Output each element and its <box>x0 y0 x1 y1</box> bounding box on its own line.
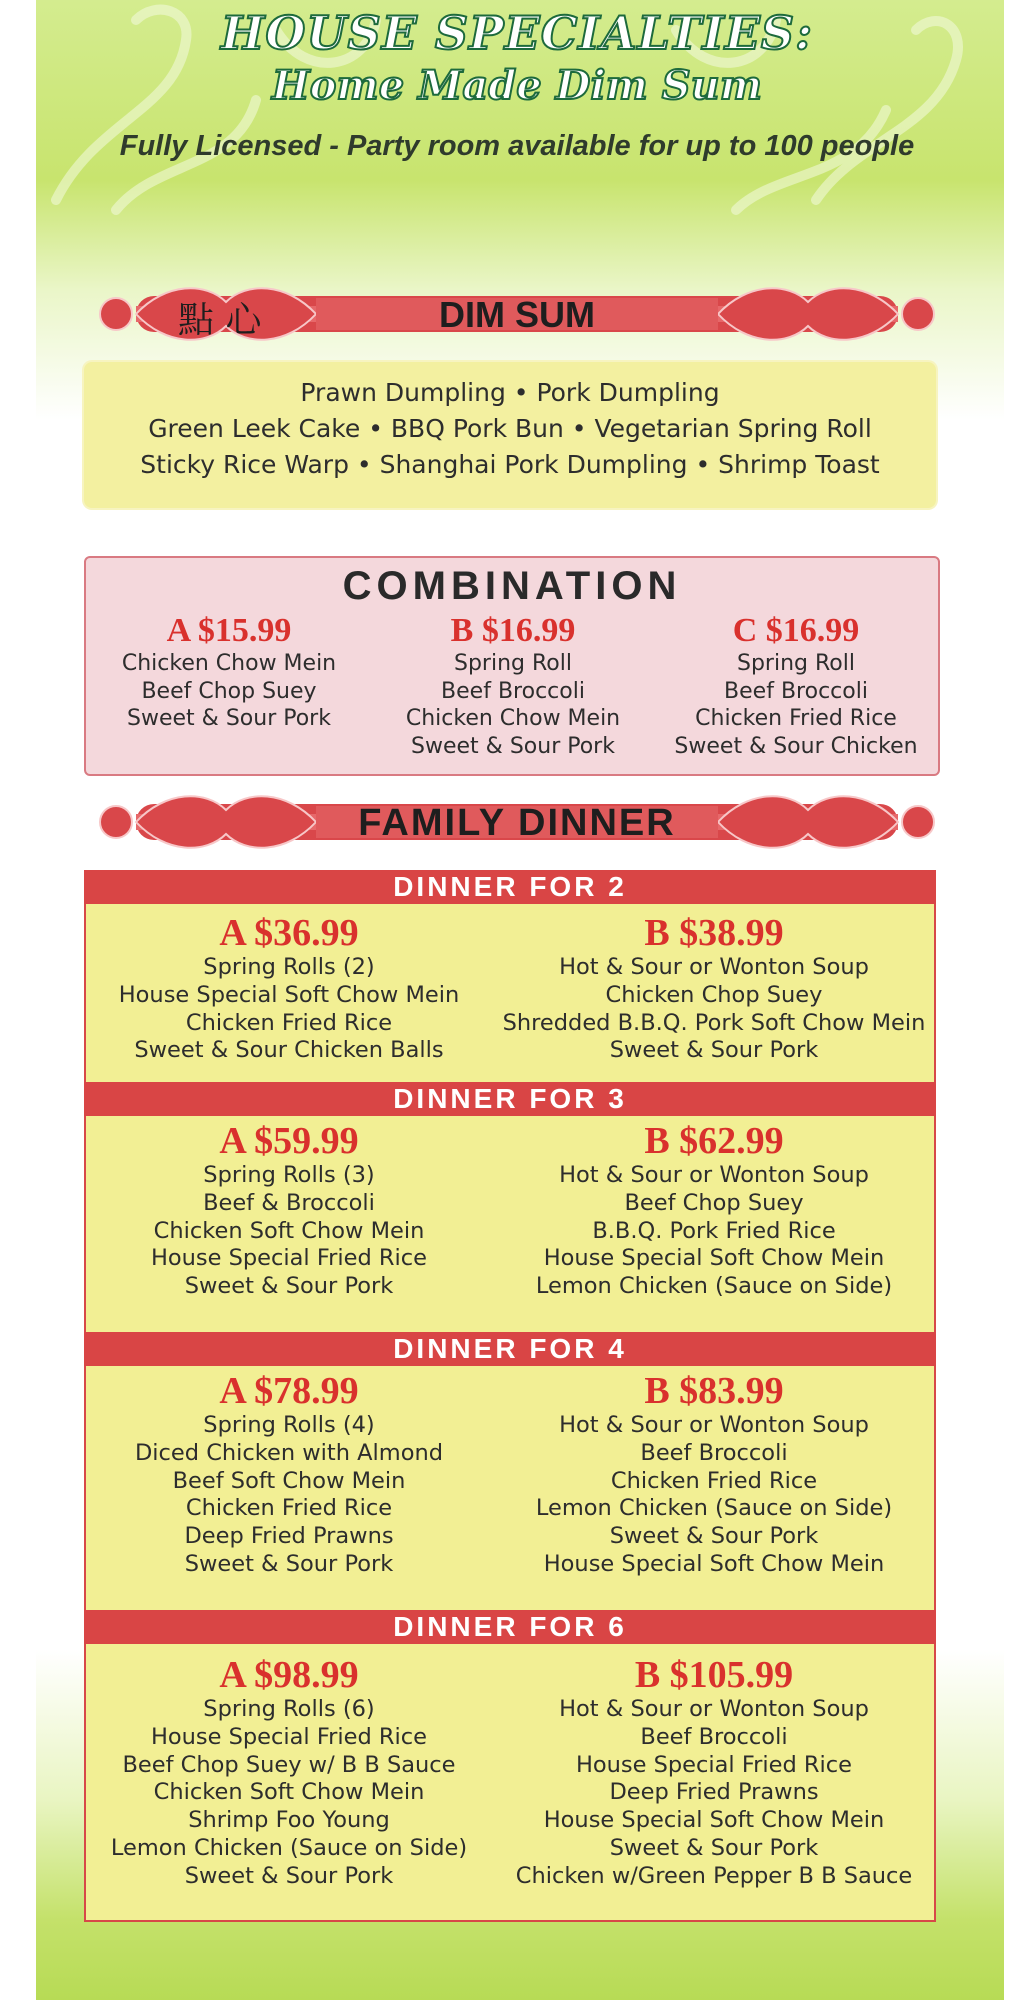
dinner-item: B.B.Q. Pork Fried Rice <box>592 1217 836 1244</box>
dinner-item: Hot & Sour or Wonton Soup <box>559 1162 869 1188</box>
dinner-item: Hot & Sour or Wonton Soup <box>559 1696 869 1722</box>
page-title: HOUSE SPECIALTIES: <box>220 6 814 60</box>
dinner-price: B $38.99 <box>644 912 784 954</box>
combo-item: Sweet & Sour Pork <box>411 733 615 759</box>
dinner-2-option-b <box>492 912 936 1065</box>
dinner-item: House Special Soft Chow Mein <box>543 1550 885 1577</box>
dinner-item: House Special Fried Rice <box>575 1751 853 1778</box>
dinner-3-option-a <box>86 1120 492 1301</box>
dim-sum-title: DIM SUM <box>439 294 595 335</box>
dinner-item: Diced Chicken with Almond <box>134 1439 444 1466</box>
dinner-item: Sweet & Sour Pork <box>184 1862 394 1889</box>
dinner-2-option-a <box>86 912 492 1065</box>
dinner-item: Spring Rolls (3) <box>203 1162 375 1188</box>
dinner-item: Sweet & Sour Pork <box>609 1834 819 1861</box>
dinner-item: Chicken Fried Rice <box>610 1467 818 1494</box>
dinner-item: Spring Rolls (4) <box>203 1412 375 1438</box>
combo-item: Sweet & Sour Pork <box>127 706 331 731</box>
dinner-item: Beef & Broccoli <box>203 1189 375 1216</box>
dim-sum-line: Prawn Dumpling • Pork Dumpling <box>300 378 720 407</box>
dinner-item: Chicken Soft Chow Mein <box>153 1217 425 1244</box>
dinner-6-option-b <box>492 1654 936 1891</box>
dinner-price: A $36.99 <box>219 912 359 954</box>
dinner-item: Beef Chop Suey <box>624 1189 804 1216</box>
combo-option-a <box>86 612 372 733</box>
dinner-item: House Special Soft Chow Mein <box>543 1245 885 1272</box>
dinner-item: Lemon Chicken (Sauce on Side) <box>535 1495 893 1522</box>
combo-item: Beef Broccoli <box>441 678 585 704</box>
dinner-item: Beef Soft Chow Mein <box>172 1467 406 1494</box>
dinner-item: Chicken Fried Rice <box>185 1009 393 1036</box>
dinner-item: Chicken Soft Chow Mein <box>153 1779 425 1806</box>
dinner-for-2-heading: DINNER FOR 2 <box>84 870 936 904</box>
dinner-price: A $98.99 <box>219 1654 359 1696</box>
dinner-item: Lemon Chicken (Sauce on Side) <box>110 1834 468 1861</box>
dinner-for-4-heading: DINNER FOR 4 <box>84 1332 936 1366</box>
combination-section <box>84 556 940 776</box>
tagline: Fully Licensed - Party room available for up to 100 people <box>119 130 915 162</box>
dinner-item: Sweet & Sour Pork <box>609 1523 819 1550</box>
combo-item: Spring Roll <box>454 651 572 676</box>
dinner-item: House Special Fried Rice <box>150 1245 428 1272</box>
dinner-item: Chicken w/Green Pepper B B Sauce <box>515 1862 913 1889</box>
dinner-price: B $83.99 <box>644 1370 784 1412</box>
dinner-item: Deep Fried Prawns <box>609 1779 819 1806</box>
dinner-4-option-b <box>492 1370 936 1579</box>
dinner-item: Sweet & Sour Pork <box>609 1037 819 1064</box>
family-dinner-ribbon <box>96 790 938 854</box>
combo-item: Chicken Chow Mein <box>405 706 621 731</box>
dinner-item: Lemon Chicken (Sauce on Side) <box>535 1273 893 1300</box>
page-subtitle: Home Made Dim Sum <box>271 62 763 109</box>
dim-sum-line: Sticky Rice Warp • Shanghai Pork Dumpling • Shrimp Toast <box>140 450 880 479</box>
dinner-for-3-heading: DINNER FOR 3 <box>84 1082 936 1116</box>
dinner-item: Beef Broccoli <box>640 1439 788 1466</box>
combination-title: COMBINATION <box>342 564 682 608</box>
dinner-for-6-heading: DINNER FOR 6 <box>84 1610 936 1644</box>
combo-price: C $16.99 <box>732 612 860 649</box>
dinner-price: A $59.99 <box>219 1120 359 1162</box>
dinner-item: Shrimp Foo Young <box>188 1807 390 1834</box>
dinner-item: Beef Broccoli <box>640 1723 788 1750</box>
dinner-price: B $62.99 <box>644 1120 784 1162</box>
dinner-item: Sweet & Sour Pork <box>184 1273 394 1300</box>
dinner-6-option-a <box>86 1654 492 1891</box>
dim-sum-chinese-label: 點 心 <box>178 300 262 341</box>
dinner-item: Hot & Sour or Wonton Soup <box>559 1412 869 1438</box>
dinner-item: Deep Fried Prawns <box>184 1523 394 1550</box>
combo-item: Sweet & Sour Chicken <box>674 733 918 759</box>
dinner-price: B $105.99 <box>634 1654 794 1696</box>
combo-item: Spring Roll <box>737 651 855 676</box>
dim-sum-list <box>84 362 936 508</box>
combo-option-c <box>654 612 938 760</box>
family-dinner-section <box>84 870 936 1922</box>
combo-item: Beef Chop Suey <box>141 678 317 704</box>
dinner-item: Spring Rolls (6) <box>203 1696 375 1722</box>
dinner-item: House Special Fried Rice <box>150 1723 428 1750</box>
combo-option-b <box>372 612 654 760</box>
combo-item: Beef Broccoli <box>724 678 868 704</box>
combo-item: Chicken Fried Rice <box>695 706 897 731</box>
combo-price: B $16.99 <box>450 612 576 649</box>
dinner-4-option-a <box>86 1370 492 1579</box>
dinner-price: A $78.99 <box>219 1370 359 1412</box>
family-dinner-title: FAMILY DINNER <box>358 802 676 844</box>
dinner-item: Spring Rolls (2) <box>203 954 375 980</box>
dinner-item: Sweet & Sour Chicken Balls <box>134 1037 444 1064</box>
dinner-item: Chicken Chop Suey <box>605 981 823 1008</box>
dinner-item: Sweet & Sour Pork <box>184 1550 394 1577</box>
dinner-item: Chicken Fried Rice <box>185 1495 393 1522</box>
dinner-item: Shredded B.B.Q. Pork Soft Chow Mein <box>502 1009 926 1036</box>
dim-sum-ribbon <box>96 282 938 346</box>
dinner-item: House Special Soft Chow Mein <box>118 981 460 1008</box>
dim-sum-line: Green Leek Cake • BBQ Pork Bun • Vegetarian Spring Roll <box>148 414 872 443</box>
combo-item: Chicken Chow Mein <box>121 651 337 676</box>
dinner-3-option-b <box>492 1120 936 1301</box>
combo-price: A $15.99 <box>166 612 292 649</box>
dinner-item: Hot & Sour or Wonton Soup <box>559 954 869 980</box>
dinner-item: Beef Chop Suey w/ B B Sauce <box>122 1751 456 1778</box>
dinner-item: House Special Soft Chow Mein <box>543 1807 885 1834</box>
